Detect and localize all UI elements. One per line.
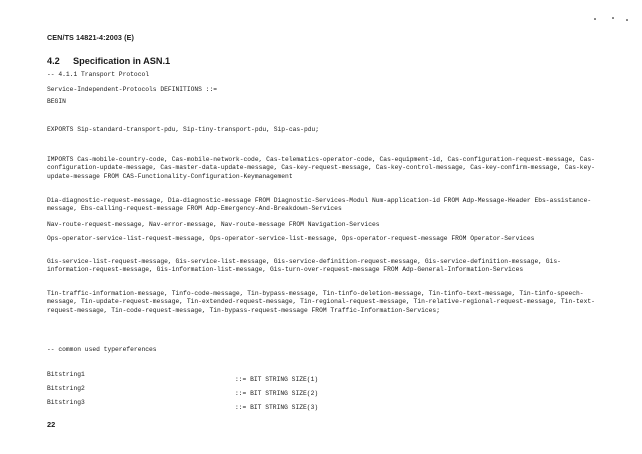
scan-speck [626, 19, 628, 21]
scan-speck [594, 18, 596, 20]
document-id-header: CEN/TS 14821-4:2003 (E) [47, 33, 134, 42]
begin-keyword: BEGIN [47, 98, 66, 105]
scan-speck [612, 17, 614, 19]
typeref-definition: ::= BIT STRING SIZE(1) [235, 376, 319, 383]
exports-statement: EXPORTS Sip-standard-transport-pdu, Sip-tiny-transport-pdu, Sip-cas-pdu; [47, 126, 320, 133]
typeref-name: Bitstring2 [47, 385, 85, 392]
section-number: 4.2 [47, 56, 60, 66]
imports-dia-block: Dia-diagnostic-request-message, Dia-diagnostic-message FROM Diagnostic-Services-Modul Num-application-id FROM Adp-Message-Header Ebs-assistance-message, Ebs-calling-request-message FROM Adp-Emergency-And-Breakdown-Services [47, 197, 592, 213]
comment-transport-protocol: -- 4.1.1 Transport Protocol [47, 71, 150, 78]
imports-gis-block: Gis-service-list-request-message, Gis-service-list-message, Gis-service-definition-request-message, Gis-service-definition-message, Gis-information-request-message, Gis-information-list-message, Gis-turn-over-request-message FROM Adp-General-Information-Services [47, 258, 561, 274]
section-heading [47, 56, 170, 66]
typeref-definition: ::= BIT STRING SIZE(3) [235, 404, 319, 411]
definitions-line: Service-Independent-Protocols DEFINITIONS ::= [47, 86, 218, 93]
imports-ops-block: Ops-operator-service-list-request-message, Ops-operator-service-list-message, Ops-operator-request-message FROM Operator-Services [47, 235, 535, 242]
imports-tin-block: Tin-traffic-information-message, Tinfo-code-message, Tin-bypass-message, Tin-tinfo-deletion-message, Tin-tinfo-text-message, Tin-tinfo-speech-message, Tin-update-request-message, Tin-extended-request-message, Tin-regional-request-message, Tin-relative-regional-request-message, Tin-text-request-message, Tin-code-request-message, Tin-bypass-request-message FROM Traffic-Information-Services; [47, 290, 595, 314]
scan-specks [592, 16, 632, 22]
imports-cas-block: IMPORTS Cas-mobile-country-code, Cas-mobile-network-code, Cas-telematics-operator-code, Cas-equipment-id, Cas-configuration-request-message, Cas-configuration-update-message, Cas-master-data-update-message, Cas-key-request-message, Cas-key-control-message, Cas-key-confirm-message, Cas-key-update-message FROM CAS-Functionality-Configuration-Keymanagement [47, 156, 595, 180]
page-number: 22 [47, 420, 56, 429]
typeref-name: Bitstring1 [47, 371, 85, 378]
section-title: Specification in ASN.1 [73, 56, 171, 66]
imports-nav-block: Nav-route-request-message, Nav-error-message, Nav-route-message FROM Navigation-Services [47, 221, 380, 228]
typeref-definition: ::= BIT STRING SIZE(2) [235, 390, 319, 397]
comment-typereferences: -- common used typereferences [47, 346, 157, 353]
typeref-name: Bitstring3 [47, 399, 85, 406]
